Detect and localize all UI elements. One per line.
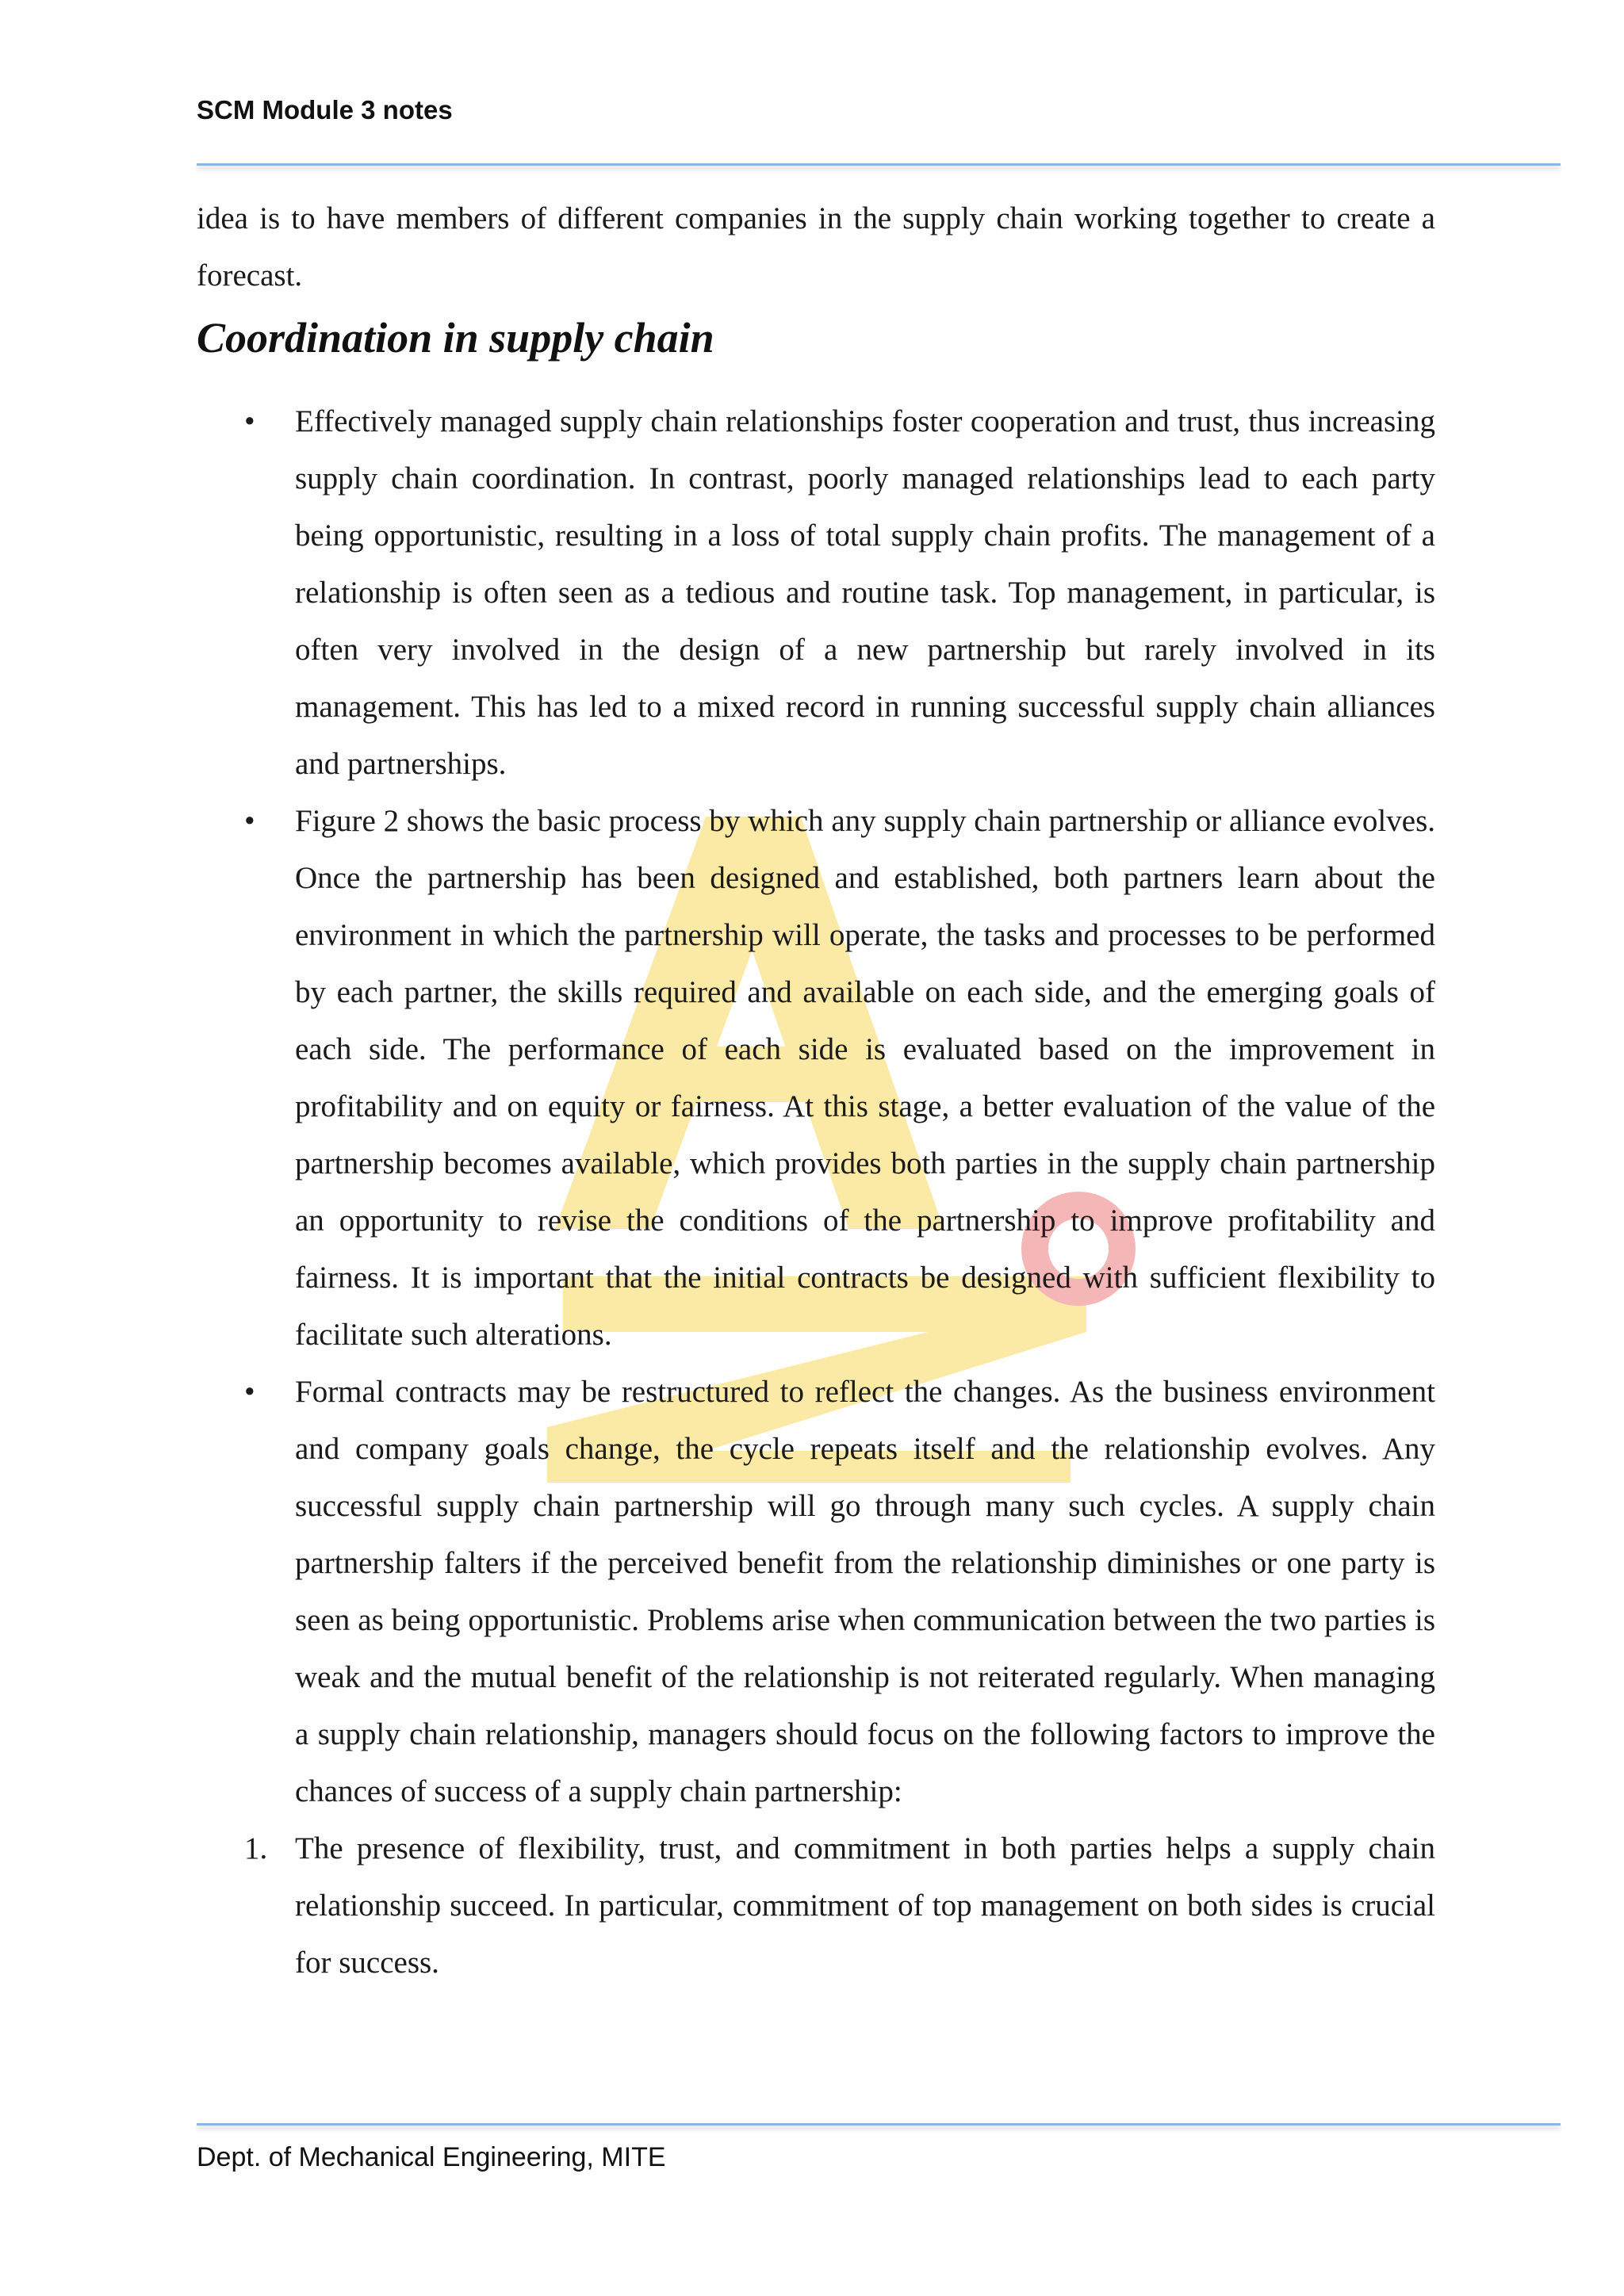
intro-paragraph: idea is to have members of different companies in the supply chain working together to create a forecast.	[197, 201, 1435, 293]
section-title: Coordination in supply chain	[197, 314, 714, 362]
number-marker: 1.	[244, 1831, 268, 1866]
bullet-marker: •	[244, 804, 255, 838]
list-item	[197, 1364, 1435, 1820]
list-item	[197, 393, 1435, 793]
bullet-marker: •	[244, 1375, 255, 1409]
bullet-marker: •	[244, 404, 255, 438]
list-item-text: Effectively managed supply chain relationships foster cooperation and trust, thus increasing supply chain coordination. In contrast, poorly managed relationships lead to each party being opportunistic, resulting in a loss of total supply chain profits. The management of a relationship is often seen as a tedious and routine task. Top management, in particular, is often very involved in the design of a new partnership but rarely involved in its management. This has led to a mixed record in running successful supply chain alliances and partnerships.	[295, 404, 1435, 781]
list-item	[197, 793, 1435, 1364]
bullet-list	[197, 393, 1435, 1820]
numbered-list	[197, 1820, 1435, 1992]
footer-rule	[197, 2123, 1561, 2126]
list-item-text: The presence of flexibility, trust, and commitment in both parties helps a supply chain relationship succeed. In particular, commitment of top management on both sides is crucial for success.	[295, 1831, 1435, 1980]
list-item-text: Formal contracts may be restructured to reflect the changes. As the business environment and company goals change, the cycle repeats itself and the relationship evolves. Any successful supply chain partnership will go through many such cycles. A supply chain partnership falters if the perceived benefit from the relationship diminishes or one party is seen as being opportunistic. Problems arise when communication between the two parties is weak and the mutual benefit of the relationship is not reiterated regularly. When managing a supply chain relationship, managers should focus on the following factors to improve the chances of success of a supply chain partnership:	[295, 1375, 1435, 1808]
page-header: SCM Module 3 notes	[197, 95, 453, 124]
list-item-text: Figure 2 shows the basic process by which any supply chain partnership or alliance evolves. Once the partnership has been designed and established, both partners learn about the environment in which the partnership will operate, the tasks and processes to be performed by each partner, the skills required and available on each side, and the emerging goals of each side. The performance of each side is evaluated based on the improvement in profitability and on equity or fairness. At this stage, a better evaluation of the value of the partnership becomes available, which provides both parties in the supply chain partnership an opportunity to revise the conditions of the partnership to improve profitability and fairness. It is important that the initial contracts be designed with sufficient flexibility to facilitate such alterations.	[295, 804, 1435, 1352]
page-body	[197, 190, 1435, 1992]
header-rule	[197, 163, 1561, 166]
list-item	[197, 1820, 1435, 1992]
page-footer: Dept. of Mechanical Engineering, MITE	[197, 2142, 666, 2172]
